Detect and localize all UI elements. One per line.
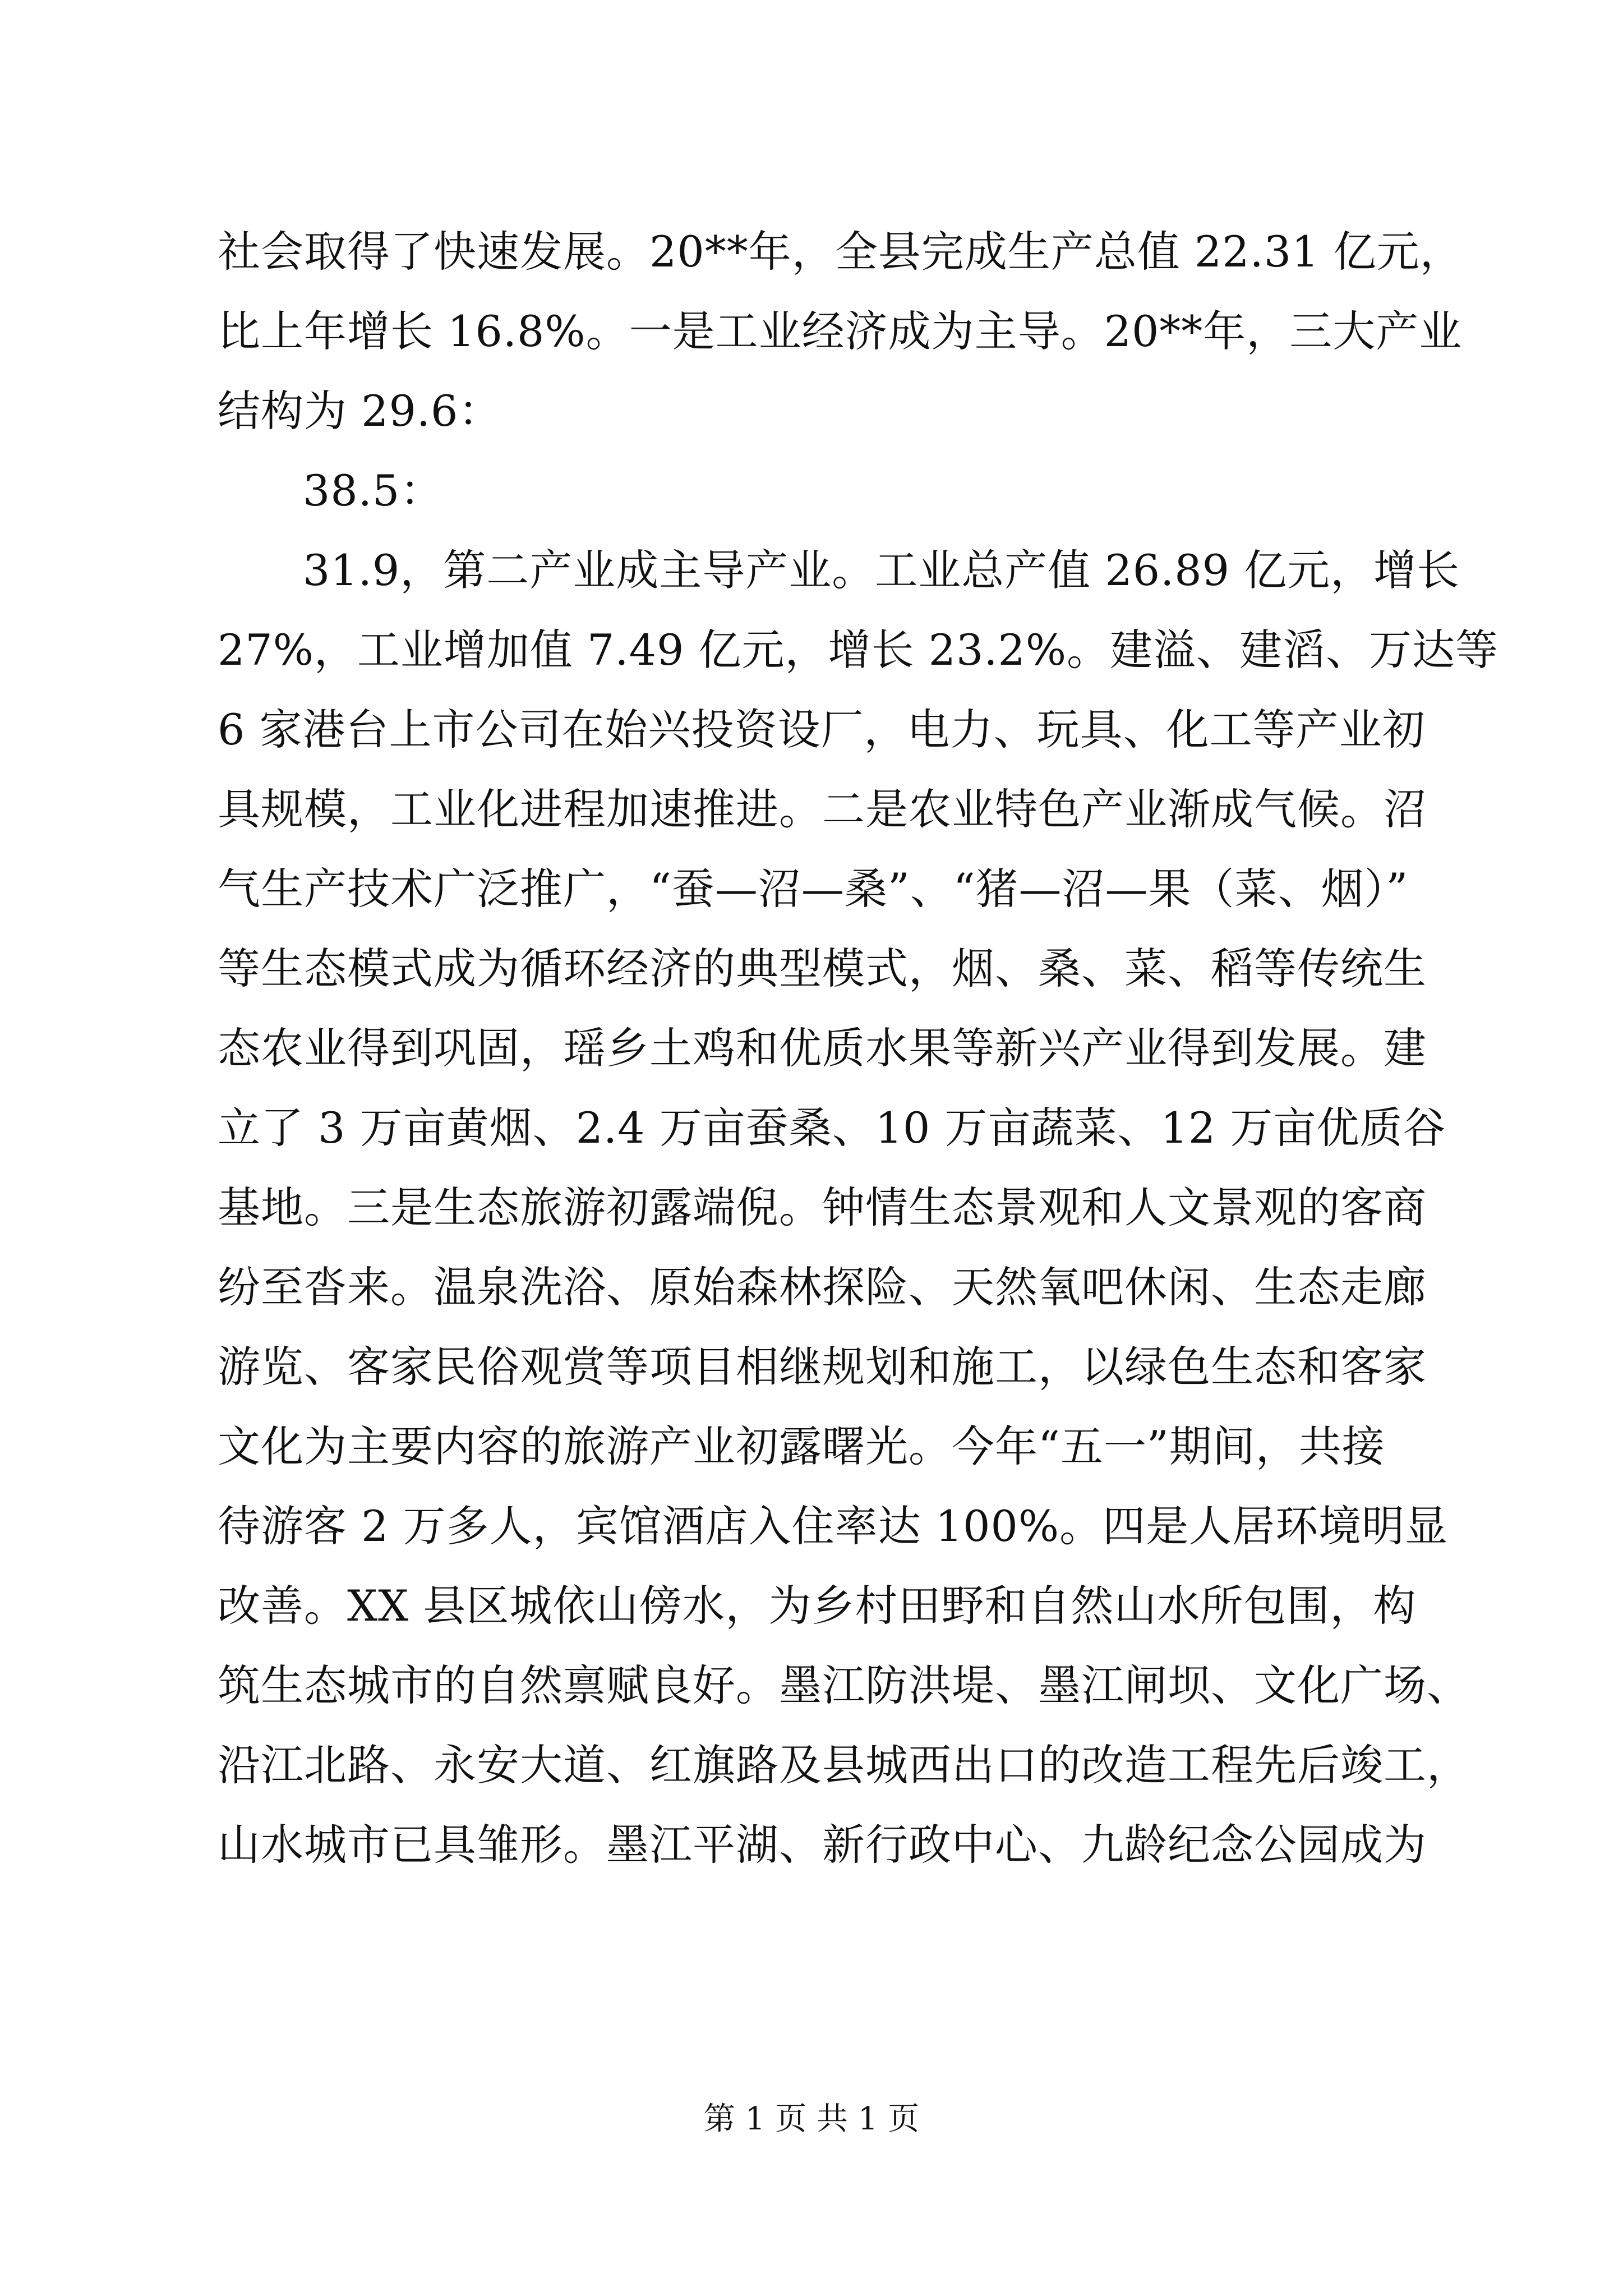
text-line: 基地。三是生态旅游初露端倪。钟情生态景观和人文景观的客商 <box>218 1182 1427 1232</box>
document-body <box>218 212 1499 1885</box>
text-line: 山水城市已具雏形。墨江平湖、新行政中心、九龄纪念公园成为 <box>218 1820 1427 1870</box>
page-number-label: 第 1 页 共 1 页 <box>703 2101 920 2137</box>
text-line: 31.9，第二产业成主导产业。工业总产值 26.89 亿元，增长 <box>303 545 1460 595</box>
text-line: 游览、客家民俗观赏等项目相继规划和施工，以绿色生态和客家 <box>218 1342 1427 1392</box>
text-line: 态农业得到巩固，瑶乡土鸡和优质水果等新兴产业得到发展。建 <box>218 1023 1427 1073</box>
text-line: 立了 3 万亩黄烟、2.4 万亩蚕桑、10 万亩蔬菜、12 万亩优质谷 <box>218 1103 1446 1153</box>
text-line: 38.5： <box>303 466 444 516</box>
text-line: 结构为 29.6： <box>218 386 502 436</box>
text-line: 社会取得了快速发展。20**年，全县完成生产总值 22.31 亿元， <box>218 227 1463 277</box>
text-line: 改善。XX 县区城依山傍水，为乡村田野和自然山水所包围，构 <box>218 1581 1417 1631</box>
text-line: 等生态模式成为循环经济的典型模式，烟、桑、菜、稻等传统生 <box>218 944 1427 993</box>
text-line: 具规模，工业化进程加速推进。二是农业特色产业渐成气候。沼 <box>218 784 1427 834</box>
text-line: 筑生态城市的自然禀赋良好。墨江防洪堤、墨江闸坝、文化广场、 <box>218 1660 1470 1710</box>
text-line: 比上年增长 16.8%。一是工业经济成为主导。20**年，三大产业 <box>218 306 1463 356</box>
text-line: 气生产技术广泛推广，“蚕—沼—桑”、“猪—沼—果（菜、烟）” <box>218 864 1409 914</box>
page-footer <box>0 2097 1623 2142</box>
text-line: 沿江北路、永安大道、红旗路及县城西出口的改造工程先后竣工， <box>218 1740 1470 1790</box>
text-line: 纷至沓来。温泉洗浴、原始森林探险、天然氧吧休闲、生态走廊 <box>218 1262 1427 1312</box>
text-line: 文化为主要内容的旅游产业初露曙光。今年“五一”期间，共接 <box>218 1421 1385 1471</box>
text-line: 待游客 2 万多人，宾馆酒店入住率达 100%。四是人居环境明显 <box>218 1501 1449 1551</box>
text-line: 27%，工业增加值 7.49 亿元，增长 23.2%。建溢、建滔、万达等 <box>218 625 1499 675</box>
text-line: 6 家港台上市公司在始兴投资设厂，电力、玩具、化工等产业初 <box>218 705 1426 754</box>
